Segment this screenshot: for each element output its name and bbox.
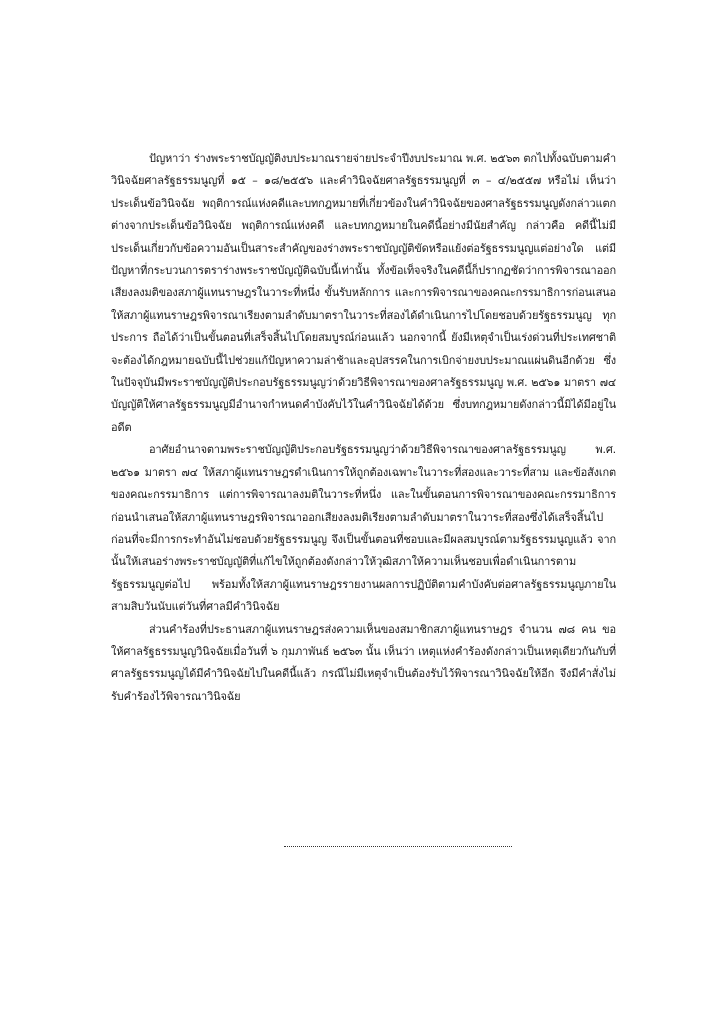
paragraph-court-order: อาศัยอำนาจตามพระราชบัญญัติประกอบรัฐธรรมนูญว่าด้วยวิธีพิจารณาของศาลรัฐธรรมนูญ พ.ศ. ๒๕๖๑ มาตรา ๗๔ ให้สภาผู้แทนราษฎรดำเนินการให้ถูกต้องเฉพาะในวาระที่สองและวาระที่สาม และข้อสังเกตของคณะกรรมาธิการ แต่การพิจารณาลงมติในวาระที่หนึ่ง และในขั้นตอนการพิจารณาของคณะกรรมาธิการก่อนนำเสนอให้สภาผู้แทนราษฎรพิจารณาออกเสียงลงมติเรียงตามลำดับมาตราในวาระที่สองซึ่งได้เสร็จสิ้นไปก่อนที่จะมีการกระทำอันไม่ชอบด้วยรัฐธรรมนูญ จึงเป็นขั้นตอนที่ชอบและมีผลสมบูรณ์ตามรัฐธรรมนูญแล้ว จากนั้นให้เสนอร่างพระราชบัญญัติที่แก้ไขให้ถูกต้องดังกล่าวให้วุฒิสภาให้ความเห็นชอบเพื่อดำเนินการตามรัฐธรรมนูญต่อไป พร้อมทั้งให้สภาผู้แทนราษฎรรายงานผลการปฏิบัติตามคำบังคับต่อศาลรัฐธรรมนูญภายในสามสิบวันนับแต่วันที่ศาลมีคำวินิจฉัย	[111, 443, 616, 614]
dotted-divider	[284, 846, 512, 847]
document-body	[111, 148, 616, 708]
paragraph-petition-dismissal: ส่วนคำร้องที่ประธานสภาผู้แทนราษฎรส่งความเห็นของสมาชิกสภาผู้แทนราษฎร จำนวน ๗๘ คน ขอให้ศาลรัฐธรรมนูญวินิจฉัยเมื่อวันที่ ๖ กุมภาพันธ์ ๒๕๖๓ นั้น เห็นว่า เหตุแห่งคำร้องดังกล่าวเป็นเหตุเดียวกันกับที่ศาลรัฐธรรมนูญได้มีคำวินิจฉัยไปในคดีนี้แล้ว กรณีไม่มีเหตุจำเป็นต้องรับไว้พิจารณาวินิจฉัยให้อีก จึงมีคำสั่งไม่รับคำร้องไว้พิจารณาวินิจฉัย	[111, 622, 616, 703]
paragraph-budget-bill-issue: ปัญหาว่า ร่างพระราชบัญญัติงบประมาณรายจ่ายประจำปีงบประมาณ พ.ศ. ๒๕๖๓ ตกไปทั้งฉบับตามคำวินิจฉัยศาลรัฐธรรมนูญที่ ๑๕ – ๑๘/๒๕๕๖ และคำวินิจฉัยศาลรัฐธรรมนูญที่ ๓ – ๔/๒๕๕๗ หรือไม่ เห็นว่า ประเด็นข้อวินิจฉัย พฤติการณ์แห่งคดีและบทกฎหมายที่เกี่ยวข้องในคำวินิจฉัยของศาลรัฐธรรมนูญดังกล่าวแตกต่างจากประเด็นข้อวินิจฉัย พฤติการณ์แห่งคดี และบทกฎหมายในคดีนี้อย่างมีนัยสำคัญ กล่าวคือ คดีนี้ไม่มีประเด็นเกี่ยวกับข้อความอันเป็นสาระสำคัญของร่างพระราชบัญญัติขัดหรือแย้งต่อรัฐธรรมนูญแต่อย่างใด แต่มีปัญหาที่กระบวนการตราร่างพระราชบัญญัติฉบับนี้เท่านั้น ทั้งข้อเท็จจริงในคดีนี้ก็ปรากฏชัดว่าการพิจารณาออกเสียงลงมติของสภาผู้แทนราษฎรในวาระที่หนึ่ง ขั้นรับหลักการ และการพิจารณาของคณะกรรมาธิการก่อนเสนอให้สภาผู้แทนราษฎรพิจารณาเรียงตามลำดับมาตราในวาระที่สองได้ดำเนินการไปโดยชอบด้วยรัฐธรรมนูญ ทุกประการ ถือได้ว่าเป็นขั้นตอนที่เสร็จสิ้นไปโดยสมบูรณ์ก่อนแล้ว นอกจากนี้ ยังมีเหตุจำเป็นเร่งด่วนที่ประเทศชาติจะต้องได้กฎหมายฉบับนี้ไปช่วยแก้ปัญหาความล่าช้าและอุปสรรคในการเบิกจ่ายงบประมาณแผ่นดินอีกด้วย ซึ่งในปัจจุบันมีพระราชบัญญัติประกอบรัฐธรรมนูญว่าด้วยวิธีพิจารณาของศาลรัฐธรรมนูญ พ.ศ. ๒๕๖๑ มาตรา ๗๔ บัญญัติให้ศาลรัฐธรรมนูญมีอำนาจกำหนดคำบังคับไว้ในคำวินิจฉัยได้ด้วย ซึ่งบทกฎหมายดังกล่าวนี้มิได้มีอยู่ในอดีต	[111, 152, 616, 434]
